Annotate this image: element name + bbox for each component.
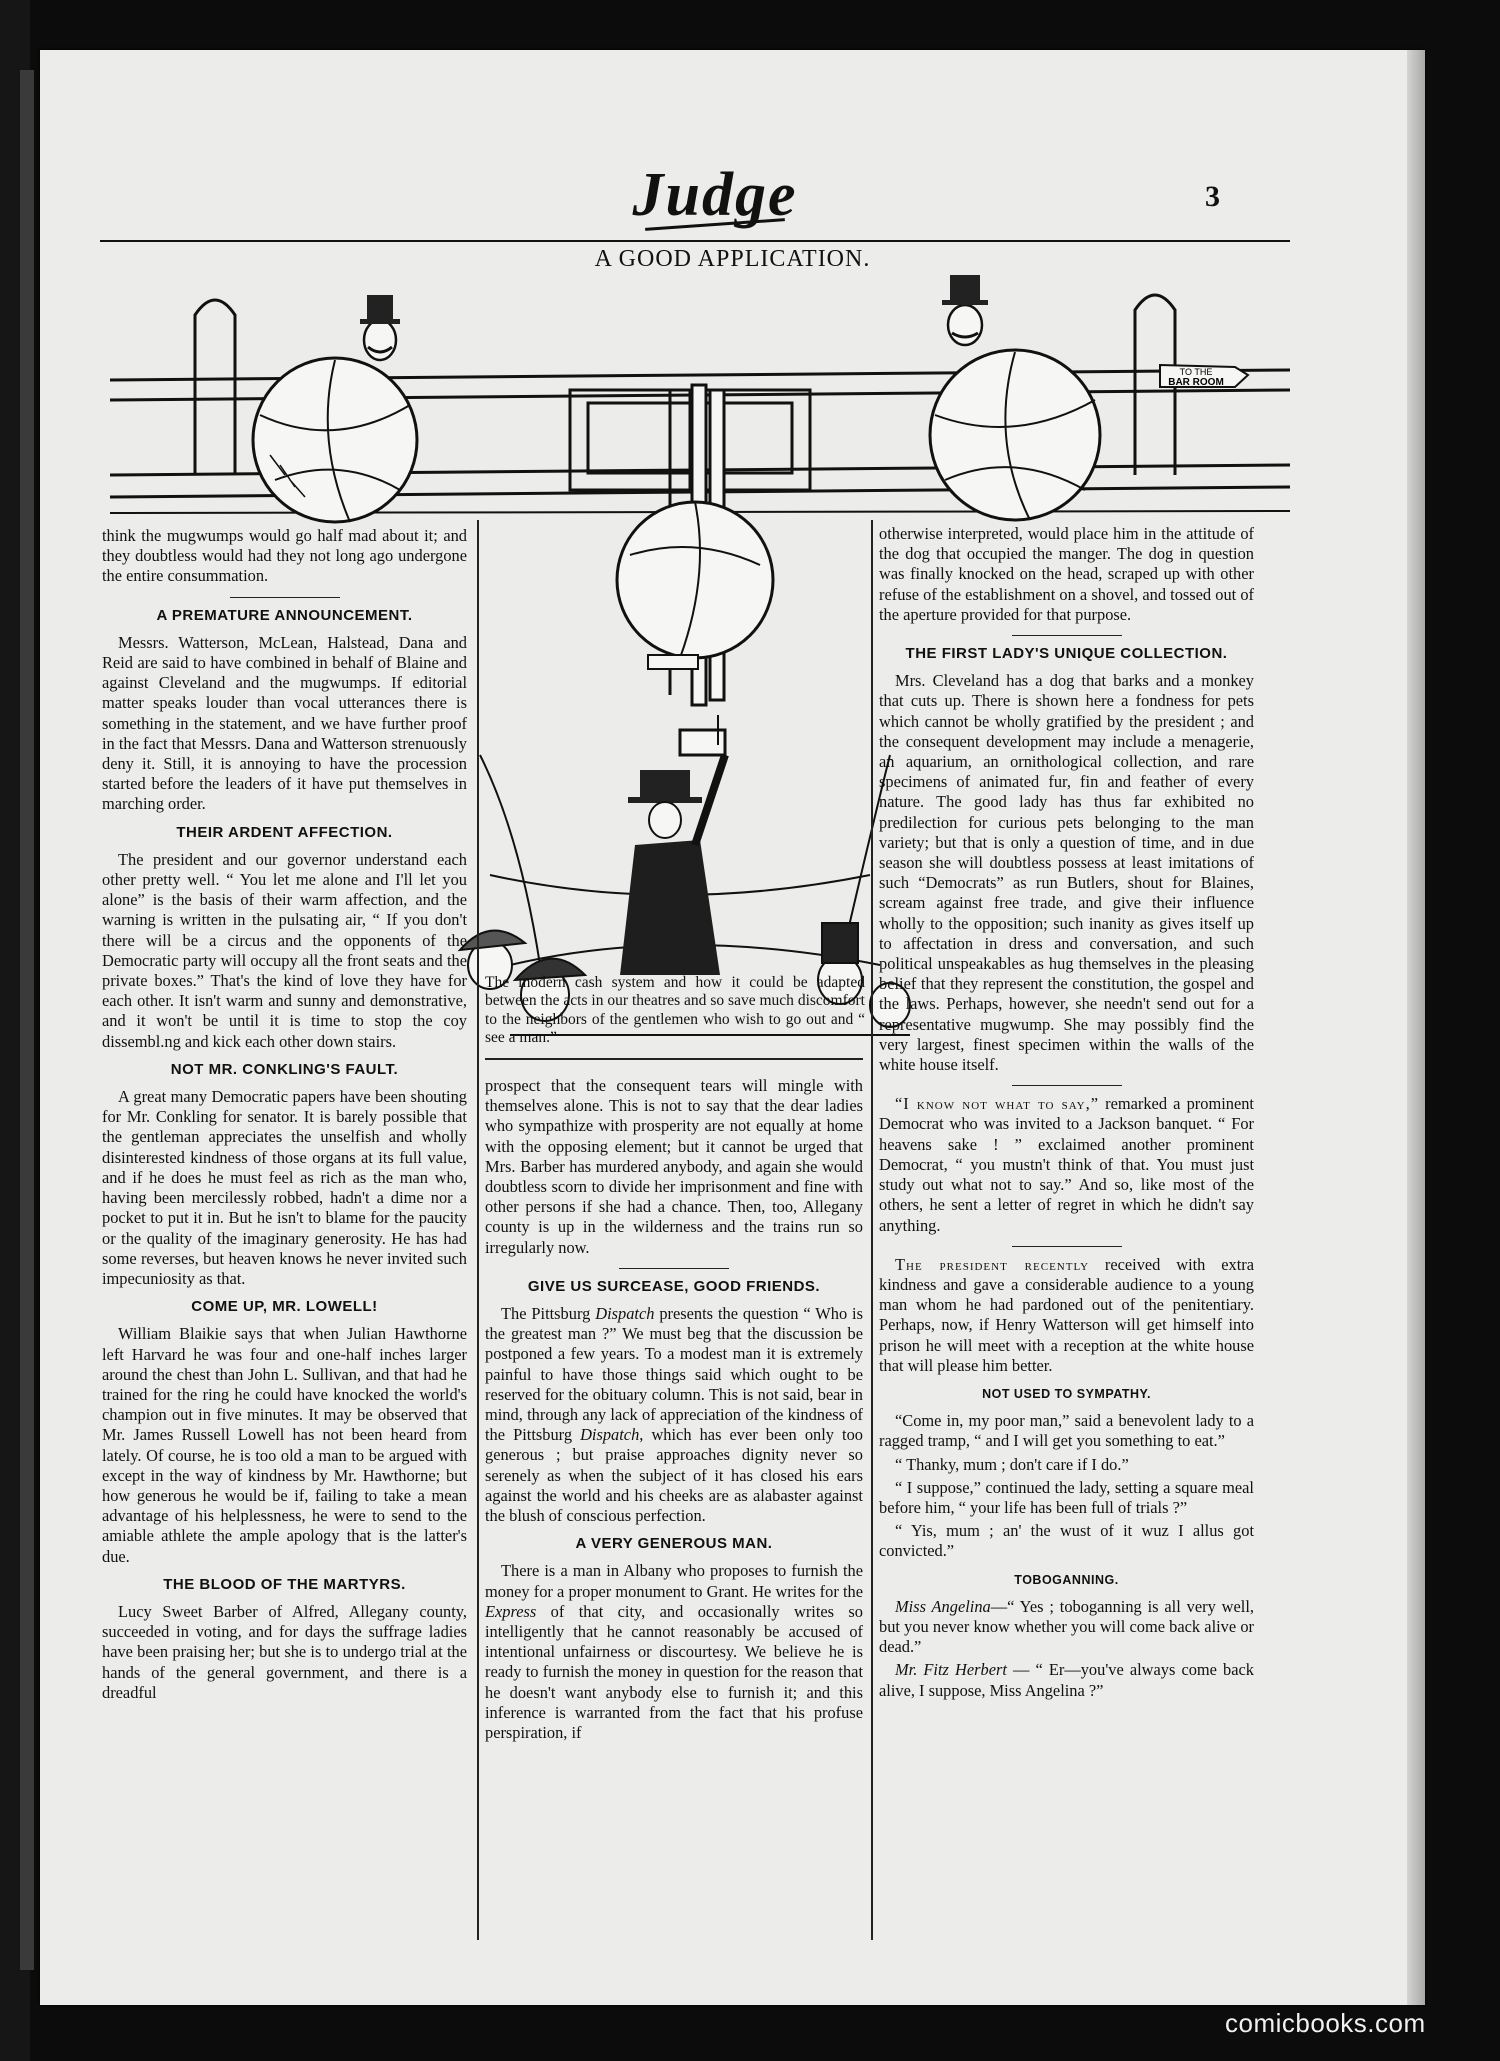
paragraph-president-recently [879,1255,1254,1376]
bar-room-sign [1160,365,1248,388]
left-cash-ball [253,358,417,522]
cartoon-title: A GOOD APPLICATION. [594,246,871,272]
text-run: received with extra kindness and gave a considerable audience to a young man whom he had pardoned out of the penitentiary. Perhaps, now, if Henry Watterson will get himself into prison he will meet with a reception at the white house that will please him better. [879,1254,1254,1375]
caption-rule [485,1058,863,1060]
sign-line-1: TO THE [1179,367,1213,377]
heading-conklings-fault: NOT MR. CONKLING'S FAULT. [170,1060,399,1078]
left-man-head [360,295,400,360]
column-rule-1 [477,520,479,1940]
lead-in: The president recently [895,1254,1090,1274]
text-run: —“ Yes ; toboganning is all very well, but you never know whether you will come back alive or dead.” [879,1596,1254,1657]
col3-divider-2 [1012,1085,1122,1086]
col3-divider [1012,635,1122,636]
dialogue-line: “ Thanky, mum ; don't care if I do.” [895,1454,1129,1474]
page-shadow [1407,50,1425,2005]
masthead-title: Judge [550,160,880,226]
article-ardent-affection: The president and our governor understand each other pretty well. “ You let me alone and I'll let you alone” is the basis of their warm affection, and the warning is written in the pulsating air, “ If you don't there will be a circus and the opponents of the Democratic party will occupy all the front seats and the private boxes.” That's the kind of love they have for each other. It isn't warm and sunny and demonstrative, and it won't be until it is time to stop the coy dissembl.ng and kick each other down stairs. [102,849,467,1051]
article-premature-announcement: Messrs. Watterson, McLean, Halstead, Dana and Reid are said to have combined in behalf of Blaine and against Cleveland and the mugwumps. If editorial matter speaks louder than vocal utterances there is something in the statement, and we have further proof in the fact that Messrs. Dana and Watterson strenuously deny it. Still, it is annoying to have the procession started before the leaders of it have put themselves in marching order. [102,632,467,814]
col3-intro: otherwise interpreted, would place him in the attitude of the dog that occupied the manger. The dog in question was finally knocked on the head, scraped up with other refuse of the establishment on a shovel, and tossed out of the aperture provided for that purpose. [879,524,1254,624]
column-1 [102,526,467,1706]
publication-name: Express [485,1601,537,1621]
article-mr-lowell: William Blaikie says that when Julian Hawthorne left Harvard he was four and one-half inches larger around the chest than John L. Sullivan, and that had he trained for the ring he could have knocked the world's champion out in five minutes. It may be observed that Mr. James Russell Lowell has not been heard from lately. Of course, he is too old a man to be argued with except in the way of kindness by Mr. Hawthorne; but how generous he would be if, failing to take a mean advantage of his helplessness, he were to send to the amiable athlete the ample apology that is the latter's due. [102,1324,467,1566]
sign-line-2: BAR ROOM [1168,377,1224,388]
dialogue-line: “ Yis, mum ; an' the wust of it wuz I allus got convicted.” [879,1521,1254,1561]
col3-divider-3 [1012,1246,1122,1247]
lead-in: “I know not what to say,” [895,1094,1099,1114]
masthead-rule [100,240,1290,242]
heading-premature-announcement: A PREMATURE ANNOUNCEMENT. [156,606,413,624]
heading-very-generous-man: A VERY GENEROUS MAN. [575,1535,773,1553]
heading-ardent-affection: THEIR ARDENT AFFECTION. [176,823,393,841]
article-first-ladys-collection: Mrs. Cleveland has a dog that barks and a monkey that cuts up. There is shown here a fondness for pets which cannot be wholly gratified by the president ; and the consequent development may include a menagerie, an aquarium, an ornithological collection, and rare specimens of animated fur, fin and feather of every nature. The good lady has thus far exhibited no predilection for curious pets belonging to the man variety; but that is only a question of time, and in due season she will doubtless possess at least imitations of such “Democrats” as run Butlers, shout for Blaines, scream against free trade, and give their influence wholly to the opposition; such inanity as gives itself up to affectation in dress and conversation, and such political unspeakables as hug themselves in the pleasing belief that they represent the constitution, the gospel and the laws. Perhaps, however, she needn't send out for a representative mugwump. She may possibly find the very largest, finest specimen within the walls of the white house itself. [879,671,1254,1075]
column-rule-2 [871,520,873,1940]
speaker-name: Mr. Fitz Herbert [895,1660,1007,1680]
page-number: 3 [1205,180,1220,213]
heading-give-us-surcease: GIVE US SURCEASE, GOOD FRIENDS. [527,1277,821,1295]
col2-divider [619,1268,729,1269]
dialogue-line [879,1597,1254,1658]
dialogue-line: “ I suppose,” continued the lady, setting a square meal before him, “ your life has been full of trials ?” [879,1477,1254,1517]
text-run: — “ Er—you've always come back alive, I suppose, Miss Angelina ?” [879,1660,1254,1700]
col2-intro: prospect that the consequent tears will mingle with themselves alone. This is not to say that the dear ladies who sympathize with prosperity are not equally at home with the opposing element; but it cannot be urged that Mrs. Barber has murdered anybody, and again she would doubtless scorn to divide her imprisonment and fine with other persons if she had a chance. Then, too, Allegany county is up in the wilderness and the trains run so irregularly now. [485,1076,863,1257]
heading-toboganning: TOBOGANNING. [1014,1572,1119,1587]
heading-first-ladys-collection: THE FIRST LADY'S UNIQUE COLLECTION. [905,645,1228,663]
text-run: The Pittsburg [501,1304,596,1324]
heading-mr-lowell: COME UP, MR. LOWELL! [191,1298,378,1316]
paragraph-know-not-what-to-say [879,1094,1254,1235]
text-run: , which has ever been only too generous ; but praise approaches dignity never so serenely as when the subject of it has closed his ears against the world and his cheeks are as alabaster against the blush of conscious perfection. [485,1425,863,1526]
article-blood-of-martyrs: Lucy Sweet Barber of Alfred, Allegany county, succeeded in voting, and for days the suffrage ladies have been praising her; but she is to undergo trial at the hands of the general government, and there is a dreadful [102,1601,467,1702]
magazine-page [40,50,1425,2005]
heading-blood-of-martyrs: THE BLOOD OF THE MARTYRS. [163,1575,406,1593]
right-cash-ball [930,350,1100,520]
cartoon-caption: The modern cash system and how it could be adapted between the acts in our theatres and so save much discomfort to the neighbors of the gentlemen who wish to go out and “ see a man.” [485,974,865,1047]
text-run: remarked a prominent Democrat who was invited to a Jackson banquet. “ For heavens sake ! ” exclaimed another prominent Democrat, “ you mustn't think of that. You must just study out what not to say.” And so, like most of the others, he sent a letter of regret in which he didn't say anything. [879,1094,1254,1235]
dialogue-line [879,1660,1254,1700]
article-conklings-fault: A great many Democratic papers have been shouting for Mr. Conkling for senator. It is barely possible that the gentleman appreciates the unselfish and wholly disinterested kindness of those organs at its full value, and if he does he must feel as rich as the man who, having been mercilessly robbed, hadn't a dime nor a pocket to put it in. But he isn't to blame for the paucity or the quality of the imaginary generosity. He has had some reverses, but heaven knows he never invited such impecuniosity as that. [102,1087,467,1288]
article-give-us-surcease [485,1304,863,1526]
speaker-name: Miss Angelina [895,1596,991,1616]
scan-edge-page-behind [20,70,34,1970]
text-run: of that city, and occasionally writes so intelligently that he cannot reasonably be accused of intentional unfairness or discourtesy. We believe he is ready to furnish the money in question for the reason that he doesn't want anybody else to furnish it; and this inference is warranted from the fact that his profuse perspiration, if [485,1601,863,1743]
right-man-head [942,275,988,345]
column-3 [879,524,1254,1704]
column-2 [485,1076,863,1746]
publication-name: Dispatch [595,1304,655,1324]
text-run: presents the question “ Who is the greatest man ?” We must beg that the discussion be postponed a few years. To a modest man it is extremely painful to have those things said which ought to be reserved for the obituary column. This is not said, bear in mind, through any lack of appreciation of the kindness of the Pittsburg [485,1304,863,1445]
watermark: comicbooks.com [1225,2008,1426,2038]
publication-name: Dispatch [580,1425,640,1445]
center-cash-ball [617,502,773,669]
col1-intro: think the mugwumps would go half mad about it; and they doubtless would had they not long ago undergone the entire consummation. [102,526,467,586]
dialogue-line: “Come in, my poor man,” said a benevolent lady to a ragged tramp, “ and I will get you something to eat.” [879,1411,1254,1451]
heading-not-used-to-sympathy: NOT USED TO SYMPATHY. [982,1386,1151,1401]
text-run: There is a man in Albany who proposes to furnish the money for a proper monument to Grant. He writes for the [485,1561,863,1601]
article-very-generous-man [485,1561,863,1743]
col1-divider [230,597,340,598]
